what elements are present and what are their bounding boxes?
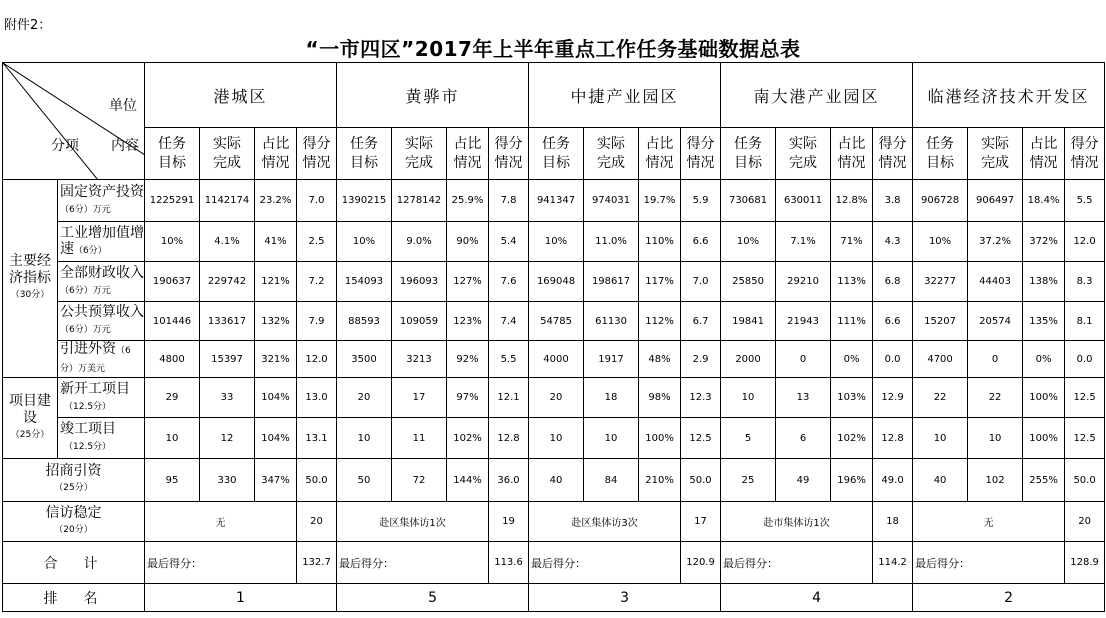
data-cell: 2.9 bbox=[681, 341, 721, 378]
data-cell: 190637 bbox=[145, 262, 200, 302]
data-cell: 92% bbox=[447, 341, 489, 378]
data-cell: 32277 bbox=[913, 262, 968, 302]
row-main: 竣工项目 bbox=[60, 421, 116, 437]
data-cell: 40 bbox=[529, 459, 584, 502]
total-score: 132.7 bbox=[297, 542, 337, 584]
data-cell: 72 bbox=[392, 459, 447, 502]
sub-col-line2: 情况 bbox=[645, 154, 674, 171]
item-label: 分项 bbox=[51, 138, 79, 154]
group-name: 主要经济指标 bbox=[9, 253, 51, 286]
petition-desc: 赴区集体访1次 bbox=[337, 502, 489, 542]
data-cell: 196093 bbox=[392, 262, 447, 302]
data-cell: 98% bbox=[639, 378, 681, 418]
data-cell: 1917 bbox=[584, 341, 639, 378]
row-note: （25分） bbox=[54, 483, 93, 493]
row-note: （12.5分） bbox=[64, 401, 112, 412]
total-prefix: 最后得分： bbox=[337, 542, 489, 584]
data-cell: 22 bbox=[913, 378, 968, 418]
sub-column-header bbox=[392, 128, 447, 180]
data-cell: 127% bbox=[447, 262, 489, 302]
sub-col-line2: 完成 bbox=[405, 154, 434, 171]
data-cell: 730681 bbox=[721, 180, 776, 222]
petition-score: 20 bbox=[1065, 502, 1105, 542]
unit-label: 单位 bbox=[109, 98, 137, 114]
petition-desc: 赴区集体访3次 bbox=[529, 502, 681, 542]
data-cell: 0.0 bbox=[873, 341, 913, 378]
data-cell: 13.1 bbox=[297, 418, 337, 459]
petition-score: 20 bbox=[297, 502, 337, 542]
data-cell: 255% bbox=[1023, 459, 1065, 502]
data-cell: 49.0 bbox=[873, 459, 913, 502]
sub-col-line2: 情况 bbox=[453, 154, 482, 171]
data-cell: 50.0 bbox=[681, 459, 721, 502]
total-label: 合 计 bbox=[3, 542, 145, 584]
petition-desc: 无 bbox=[145, 502, 297, 542]
sub-column-header bbox=[447, 128, 489, 180]
data-cell: 9.0% bbox=[392, 222, 447, 262]
data-cell: 10% bbox=[913, 222, 968, 262]
row-note: （20分） bbox=[54, 524, 93, 535]
data-cell: 7.0 bbox=[681, 262, 721, 302]
petition-score: 17 bbox=[681, 502, 721, 542]
sub-col-line1: 占比 bbox=[645, 135, 674, 152]
data-cell: 29210 bbox=[776, 262, 831, 302]
data-cell: 2.5 bbox=[297, 222, 337, 262]
page-title: “一市四区”2017年上半年重点工作任务基础数据总表 bbox=[305, 37, 801, 61]
data-cell: 20 bbox=[529, 378, 584, 418]
data-cell: 3213 bbox=[392, 341, 447, 378]
sub-column-header bbox=[145, 128, 200, 180]
data-cell: 0% bbox=[831, 341, 873, 378]
district-header: 港城区 bbox=[145, 63, 337, 128]
data-cell: 21943 bbox=[776, 302, 831, 341]
sub-column-header bbox=[255, 128, 297, 180]
sub-col-line1: 任务 bbox=[158, 135, 186, 152]
data-cell: 6.8 bbox=[873, 262, 913, 302]
data-cell: 10 bbox=[529, 418, 584, 459]
data-cell: 0 bbox=[776, 341, 831, 378]
sub-col-line2: 目标 bbox=[158, 154, 186, 171]
sub-col-line1: 得分 bbox=[1070, 135, 1099, 152]
data-cell: 974031 bbox=[584, 180, 639, 222]
summary-table bbox=[2, 62, 1105, 612]
sub-col-line2: 完成 bbox=[597, 154, 626, 171]
data-cell: 12.8 bbox=[489, 418, 529, 459]
data-cell: 12.5 bbox=[1065, 378, 1105, 418]
data-cell: 90% bbox=[447, 222, 489, 262]
row-note: （6分） bbox=[74, 245, 107, 256]
data-cell: 121% bbox=[255, 262, 297, 302]
data-cell: 5.9 bbox=[681, 180, 721, 222]
sub-col-line2: 完成 bbox=[213, 154, 241, 171]
sub-column-header bbox=[639, 128, 681, 180]
data-cell: 50 bbox=[337, 459, 392, 502]
sub-col-line1: 实际 bbox=[213, 135, 241, 152]
data-cell: 6.6 bbox=[873, 302, 913, 341]
sub-col-line2: 完成 bbox=[789, 154, 818, 171]
data-cell: 8.3 bbox=[1065, 262, 1105, 302]
data-cell: 25.9% bbox=[447, 180, 489, 222]
data-cell: 100% bbox=[639, 418, 681, 459]
total-prefix: 最后得分： bbox=[913, 542, 1065, 584]
sub-col-line1: 占比 bbox=[453, 135, 482, 152]
data-cell: 95 bbox=[145, 459, 200, 502]
data-cell: 0 bbox=[968, 341, 1023, 378]
data-cell: 54785 bbox=[529, 302, 584, 341]
group-economy bbox=[3, 180, 58, 378]
data-cell: 7.8 bbox=[489, 180, 529, 222]
data-cell: 372% bbox=[1023, 222, 1065, 262]
row-main: 工业增加值增速 bbox=[60, 224, 144, 257]
data-cell: 12.5 bbox=[681, 418, 721, 459]
data-cell: 49 bbox=[776, 459, 831, 502]
data-cell: 12.9 bbox=[873, 378, 913, 418]
data-cell: 97% bbox=[447, 378, 489, 418]
sub-column-header bbox=[681, 128, 721, 180]
district-header: 黄骅市 bbox=[337, 63, 529, 128]
data-cell: 113% bbox=[831, 262, 873, 302]
data-cell: 8.1 bbox=[1065, 302, 1105, 341]
sub-column-header bbox=[721, 128, 776, 180]
data-cell: 13.0 bbox=[297, 378, 337, 418]
data-cell: 941347 bbox=[529, 180, 584, 222]
data-cell: 7.0 bbox=[297, 180, 337, 222]
sub-column-header bbox=[776, 128, 831, 180]
sub-col-line1: 任务 bbox=[542, 135, 571, 152]
total-prefix: 最后得分： bbox=[145, 542, 297, 584]
data-cell: 112% bbox=[639, 302, 681, 341]
data-cell: 2000 bbox=[721, 341, 776, 378]
total-score: 113.6 bbox=[489, 542, 529, 584]
data-cell: 4.3 bbox=[873, 222, 913, 262]
petition-desc: 赴市集体访1次 bbox=[721, 502, 873, 542]
row-label bbox=[58, 302, 145, 341]
sub-col-line1: 实际 bbox=[597, 135, 626, 152]
data-cell: 33 bbox=[200, 378, 255, 418]
data-cell: 10 bbox=[584, 418, 639, 459]
data-cell: 4000 bbox=[529, 341, 584, 378]
data-cell: 50.0 bbox=[1065, 459, 1105, 502]
data-cell: 12.5 bbox=[1065, 418, 1105, 459]
data-cell: 37.2% bbox=[968, 222, 1023, 262]
data-cell: 4800 bbox=[145, 341, 200, 378]
data-cell: 102% bbox=[447, 418, 489, 459]
data-cell: 18.4% bbox=[1023, 180, 1065, 222]
sub-col-line2: 目标 bbox=[350, 154, 379, 171]
row-label bbox=[58, 418, 145, 459]
sub-col-line2: 情况 bbox=[1029, 154, 1058, 171]
sub-column-header bbox=[1023, 128, 1065, 180]
sub-column-header bbox=[489, 128, 529, 180]
sub-col-line2: 目标 bbox=[926, 154, 955, 171]
row-label bbox=[58, 222, 145, 262]
data-cell: 41% bbox=[255, 222, 297, 262]
data-cell: 135% bbox=[1023, 302, 1065, 341]
data-cell: 22 bbox=[968, 378, 1023, 418]
data-cell: 198617 bbox=[584, 262, 639, 302]
data-cell: 154093 bbox=[337, 262, 392, 302]
data-cell: 5 bbox=[721, 418, 776, 459]
data-cell: 104% bbox=[255, 378, 297, 418]
data-cell: 10% bbox=[529, 222, 584, 262]
data-cell: 3.8 bbox=[873, 180, 913, 222]
sub-col-line2: 情况 bbox=[261, 154, 290, 171]
data-cell: 4700 bbox=[913, 341, 968, 378]
data-cell: 18 bbox=[584, 378, 639, 418]
district-header: 临港经济技术开发区 bbox=[913, 63, 1105, 128]
data-cell: 25850 bbox=[721, 262, 776, 302]
data-cell: 102% bbox=[831, 418, 873, 459]
row-note: （6分）万美元 bbox=[60, 346, 131, 374]
sub-col-line1: 实际 bbox=[981, 135, 1010, 152]
diagonal-header-cell bbox=[3, 63, 145, 180]
data-cell: 5.5 bbox=[489, 341, 529, 378]
sub-column-header bbox=[297, 128, 337, 180]
data-cell: 25 bbox=[721, 459, 776, 502]
data-cell: 36.0 bbox=[489, 459, 529, 502]
data-cell: 10% bbox=[337, 222, 392, 262]
data-cell: 12.8% bbox=[831, 180, 873, 222]
sub-col-line2: 目标 bbox=[734, 154, 763, 171]
sub-col-line2: 完成 bbox=[981, 154, 1010, 171]
row-note: （6分）万元 bbox=[60, 285, 111, 296]
row-main: 公共预算收入 bbox=[60, 304, 144, 320]
data-cell: 10% bbox=[721, 222, 776, 262]
data-cell: 111% bbox=[831, 302, 873, 341]
data-cell: 100% bbox=[1023, 378, 1065, 418]
data-cell: 0.0 bbox=[1065, 341, 1105, 378]
sub-col-line1: 得分 bbox=[686, 135, 715, 152]
sub-column-header bbox=[968, 128, 1023, 180]
total-prefix: 最后得分： bbox=[721, 542, 873, 584]
data-cell: 906728 bbox=[913, 180, 968, 222]
row-label bbox=[58, 341, 145, 378]
sub-column-header bbox=[200, 128, 255, 180]
data-cell: 210% bbox=[639, 459, 681, 502]
row-main: 招商引资 bbox=[45, 463, 102, 479]
data-cell: 19841 bbox=[721, 302, 776, 341]
data-cell: 10 bbox=[968, 418, 1023, 459]
data-cell: 104% bbox=[255, 418, 297, 459]
data-cell: 71% bbox=[831, 222, 873, 262]
data-cell: 117% bbox=[639, 262, 681, 302]
sub-column-header bbox=[831, 128, 873, 180]
data-cell: 50.0 bbox=[297, 459, 337, 502]
data-cell: 102 bbox=[968, 459, 1023, 502]
sub-col-line2: 情况 bbox=[494, 154, 523, 171]
data-cell: 19.7% bbox=[639, 180, 681, 222]
sub-col-line2: 情况 bbox=[686, 154, 715, 171]
sub-col-line1: 实际 bbox=[405, 135, 434, 152]
data-cell: 630011 bbox=[776, 180, 831, 222]
rank-value: 5 bbox=[337, 584, 529, 612]
group-name: 项目建设 bbox=[9, 392, 51, 426]
row-label bbox=[58, 180, 145, 222]
row-main: 新开工项目 bbox=[60, 380, 130, 397]
total-score: 114.2 bbox=[873, 542, 913, 584]
sub-col-line1: 任务 bbox=[350, 135, 379, 152]
petition-score: 19 bbox=[489, 502, 529, 542]
sub-column-header bbox=[337, 128, 392, 180]
sub-column-header bbox=[1065, 128, 1105, 180]
sub-col-line1: 实际 bbox=[789, 135, 818, 152]
data-cell: 12.0 bbox=[1065, 222, 1105, 262]
data-cell: 44403 bbox=[968, 262, 1023, 302]
data-cell: 1225291 bbox=[145, 180, 200, 222]
rank-value: 4 bbox=[721, 584, 913, 612]
data-cell: 1278142 bbox=[392, 180, 447, 222]
data-cell: 20 bbox=[337, 378, 392, 418]
data-cell: 5.5 bbox=[1065, 180, 1105, 222]
data-cell: 11.0% bbox=[584, 222, 639, 262]
total-prefix: 最后得分： bbox=[529, 542, 681, 584]
data-cell: 321% bbox=[255, 341, 297, 378]
data-cell: 12.1 bbox=[489, 378, 529, 418]
sub-col-line1: 占比 bbox=[837, 135, 866, 152]
sub-col-line1: 任务 bbox=[734, 135, 763, 152]
data-cell: 103% bbox=[831, 378, 873, 418]
data-cell: 132% bbox=[255, 302, 297, 341]
data-cell: 123% bbox=[447, 302, 489, 341]
data-cell: 133617 bbox=[200, 302, 255, 341]
data-cell: 5.4 bbox=[489, 222, 529, 262]
data-cell: 6.7 bbox=[681, 302, 721, 341]
data-cell: 84 bbox=[584, 459, 639, 502]
data-cell: 169048 bbox=[529, 262, 584, 302]
data-cell: 12.3 bbox=[681, 378, 721, 418]
data-cell: 12.0 bbox=[297, 341, 337, 378]
row-note: （6分）万元 bbox=[60, 204, 111, 215]
data-cell: 10 bbox=[145, 418, 200, 459]
sub-col-line2: 情况 bbox=[302, 154, 331, 171]
data-cell: 7.1% bbox=[776, 222, 831, 262]
data-cell: 29 bbox=[145, 378, 200, 418]
data-cell: 6 bbox=[776, 418, 831, 459]
sub-col-line1: 任务 bbox=[926, 135, 955, 152]
sub-column-header bbox=[584, 128, 639, 180]
data-cell: 48% bbox=[639, 341, 681, 378]
sub-col-line2: 情况 bbox=[837, 154, 866, 171]
sub-col-line2: 目标 bbox=[542, 154, 571, 171]
data-cell: 4.1% bbox=[200, 222, 255, 262]
data-cell: 138% bbox=[1023, 262, 1065, 302]
row-note: （12.5分） bbox=[64, 442, 112, 452]
data-cell: 10 bbox=[337, 418, 392, 459]
total-score: 128.9 bbox=[1065, 542, 1105, 584]
data-cell: 3500 bbox=[337, 341, 392, 378]
data-cell: 13 bbox=[776, 378, 831, 418]
data-cell: 10 bbox=[913, 418, 968, 459]
data-cell: 7.6 bbox=[489, 262, 529, 302]
data-cell: 88593 bbox=[337, 302, 392, 341]
district-header: 中捷产业园区 bbox=[529, 63, 721, 128]
data-cell: 100% bbox=[1023, 418, 1065, 459]
rank-value: 1 bbox=[145, 584, 337, 612]
data-cell: 1390215 bbox=[337, 180, 392, 222]
sub-column-header bbox=[873, 128, 913, 180]
data-cell: 6.6 bbox=[681, 222, 721, 262]
sub-col-line2: 情况 bbox=[878, 154, 907, 171]
data-cell: 330 bbox=[200, 459, 255, 502]
petition-label bbox=[3, 502, 145, 542]
sub-col-line1: 得分 bbox=[302, 135, 331, 152]
data-cell: 11 bbox=[392, 418, 447, 459]
data-cell: 347% bbox=[255, 459, 297, 502]
data-cell: 1142174 bbox=[200, 180, 255, 222]
row-main: 引进外资 bbox=[60, 341, 116, 357]
district-header: 南大港产业园区 bbox=[721, 63, 913, 128]
data-cell: 7.2 bbox=[297, 262, 337, 302]
sub-column-header bbox=[913, 128, 968, 180]
petition-desc: 无 bbox=[913, 502, 1065, 542]
petition-score: 18 bbox=[873, 502, 913, 542]
data-cell: 17 bbox=[392, 378, 447, 418]
content-label: 内容 bbox=[111, 138, 139, 154]
data-cell: 23.2% bbox=[255, 180, 297, 222]
data-cell: 20574 bbox=[968, 302, 1023, 341]
data-cell: 906497 bbox=[968, 180, 1023, 222]
row-main: 固定资产投资 bbox=[60, 183, 144, 200]
diagonal-lines bbox=[3, 63, 145, 180]
row-main: 全部财政收入 bbox=[60, 264, 144, 281]
data-cell: 12 bbox=[200, 418, 255, 459]
group-project bbox=[3, 378, 58, 459]
data-cell: 10 bbox=[721, 378, 776, 418]
attachment-label: 附件2： bbox=[4, 18, 52, 33]
rank-value: 2 bbox=[913, 584, 1105, 612]
data-cell: 10% bbox=[145, 222, 200, 262]
data-cell: 110% bbox=[639, 222, 681, 262]
data-cell: 40 bbox=[913, 459, 968, 502]
group-points: （25分） bbox=[10, 429, 50, 440]
sub-col-line2: 情况 bbox=[1070, 154, 1099, 171]
data-cell: 101446 bbox=[145, 302, 200, 341]
total-score: 120.9 bbox=[681, 542, 721, 584]
row-note: （6分）万元 bbox=[60, 325, 111, 335]
data-cell: 15397 bbox=[200, 341, 255, 378]
rank-label: 排 名 bbox=[3, 584, 145, 612]
sub-col-line1: 占比 bbox=[1029, 135, 1058, 152]
data-cell: 109059 bbox=[392, 302, 447, 341]
data-cell: 229742 bbox=[200, 262, 255, 302]
rank-value: 3 bbox=[529, 584, 721, 612]
data-cell: 7.4 bbox=[489, 302, 529, 341]
sub-col-line1: 得分 bbox=[878, 135, 907, 152]
sub-col-line1: 得分 bbox=[494, 135, 523, 152]
group-points: （30分） bbox=[10, 290, 50, 300]
row-label bbox=[58, 262, 145, 302]
data-cell: 7.9 bbox=[297, 302, 337, 341]
data-cell: 12.8 bbox=[873, 418, 913, 459]
data-cell: 15207 bbox=[913, 302, 968, 341]
data-cell: 0% bbox=[1023, 341, 1065, 378]
sub-column-header bbox=[529, 128, 584, 180]
row-main: 信访稳定 bbox=[45, 504, 102, 521]
data-cell: 196% bbox=[831, 459, 873, 502]
sub-col-line1: 占比 bbox=[261, 135, 290, 152]
row-label bbox=[58, 378, 145, 418]
data-cell: 61130 bbox=[584, 302, 639, 341]
data-cell: 144% bbox=[447, 459, 489, 502]
investment-label bbox=[3, 459, 145, 502]
